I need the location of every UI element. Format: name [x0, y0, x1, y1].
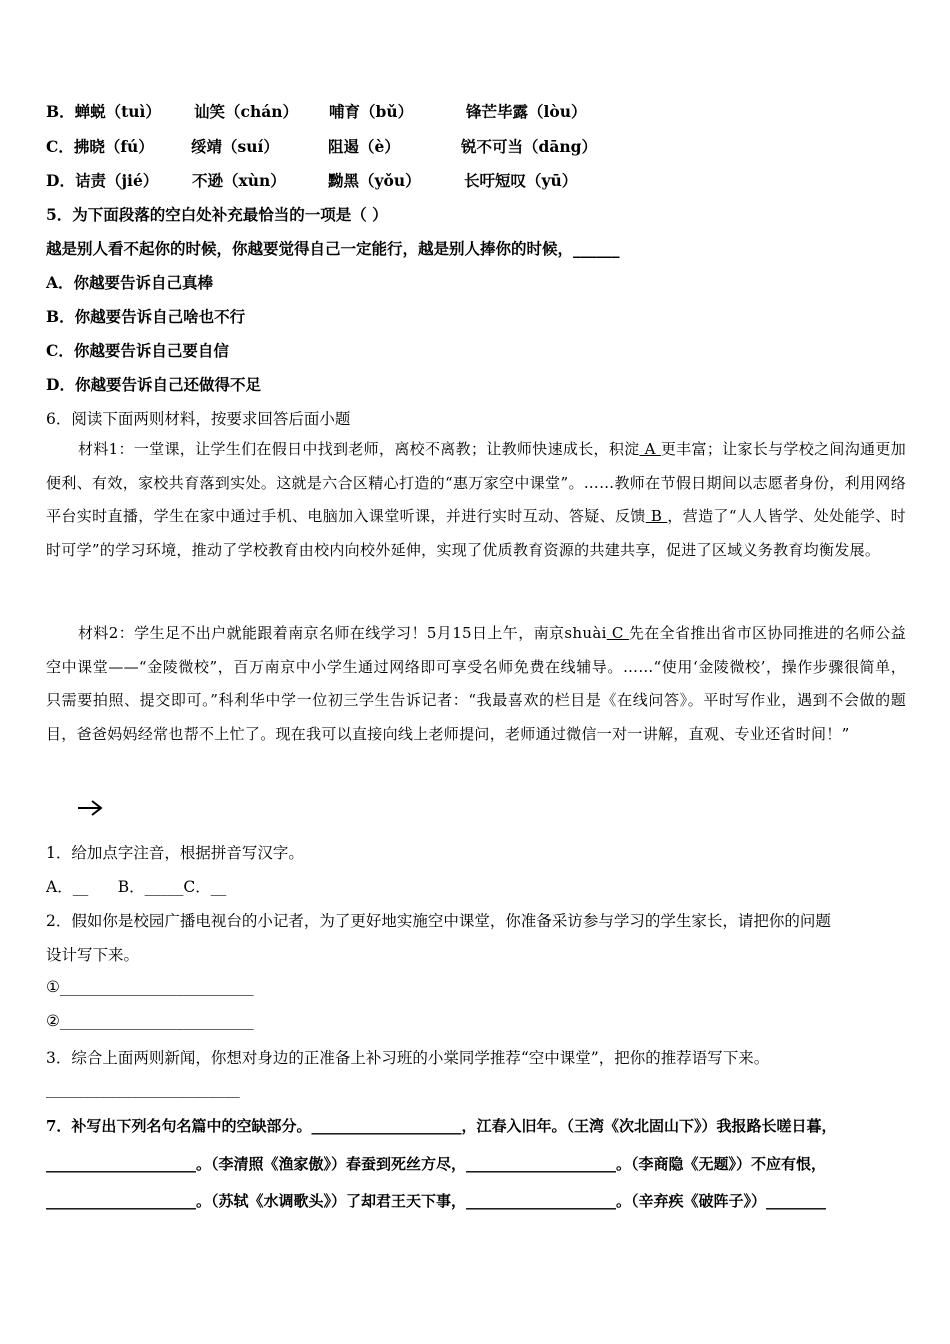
q6-sub2-answer-2: ②_________________________	[46, 1012, 254, 1030]
q5-option-a: A．你越要告诉自己真棒	[46, 273, 214, 292]
q6-sub2-line2: 设计写下来。	[46, 946, 140, 964]
q5-option-c: C．你越要告诉自己要自信	[46, 341, 229, 360]
q5-option-d: D．你越要告诉自己还做得不足	[46, 375, 261, 394]
q6-sub1-answer: A．__ B．_____C．__	[46, 878, 227, 896]
q6-sub3: 3．综合上面两则新闻，你想对身边的正准备上补习班的小棠同学推荐“空中课堂”，把你的推荐语写下来。	[46, 1049, 770, 1067]
q4-c-1: C．拂晓（fú）	[46, 137, 154, 156]
q4-b-4: 锋芒毕露（lòu）	[466, 102, 587, 121]
q5-stem: 5．为下面段落的空白处补充最恰当的一项是（ ）	[46, 205, 388, 224]
q4-option-d	[46, 169, 577, 191]
q4-d-4: 长吁短叹（yū）	[464, 171, 578, 190]
q6-blank-c: C	[606, 624, 629, 642]
q4-c-2: 绥靖（suí）	[191, 137, 279, 156]
q6-sub2-answer-1: ①_________________________	[46, 978, 254, 996]
q7-line2: ____________________。（李清照《渔家傲》）春蚕到死丝方尽，____________________。（李商隐《无题》）不应有恨，	[46, 1155, 827, 1173]
q4-c-4: 锐不可当（dāng）	[461, 137, 597, 156]
q6-m1-part1: 材料1：一堂课，让学生们在假日中找到老师，离校不离教；让教师快速成长，积淀	[78, 440, 640, 458]
q4-d-1: D．诘责（jié）	[46, 171, 159, 190]
q7-line3: ____________________。（苏轼《水调歌头》）了却君王天下事，____________________。（辛弃疾《破阵子》）________	[46, 1192, 827, 1210]
q6-material-1	[46, 433, 906, 567]
q6-stem: 6．阅读下面两则材料，按要求回答后面小题	[46, 410, 351, 428]
q6-material-2	[46, 617, 906, 751]
q4-d-2: 不逊（xùn）	[192, 171, 286, 190]
q5-passage: 越是别人看不起你的时候，你越要觉得自己一定能行，越是别人捧你的时候，______	[46, 239, 620, 258]
q6-sub2-line1: 2．假如你是校园广播电视台的小记者，为了更好地实施空中课堂，你准备采访参与学习的学生家长，请把你的问题	[46, 912, 831, 930]
arrow-right-icon	[76, 798, 106, 818]
q6-m2-part2: 先在全省推出省市区协同推进的名师公益空中课堂——“金陵微校”，百万南京中小学生通过网络即可享受名师免费在线辅导。……“使用‘金陵微校’，操作步骤很简单，只需要拍照、提交即可。”科利华中学一位初三学生告诉记者：“我最喜欢的栏目是《在线问答》。平时写作业，遇到不会做的题目，爸爸妈妈经常也帮不上忙了。现在我可以直接向线上老师提问，老师通过微信一对一讲解，直观、专业还省时间！”	[46, 624, 906, 743]
q4-c-3: 阻遏（è）	[328, 137, 400, 156]
q6-sub1: 1．给加点字注音，根据拼音写汉字。	[46, 844, 304, 862]
q4-option-b	[46, 100, 587, 122]
q6-sub3-answer: _________________________	[46, 1080, 240, 1098]
q6-blank-b: B	[645, 507, 668, 526]
q4-d-3: 黝黑（yǒu）	[328, 171, 421, 190]
q6-m2-part1: 材料2：学生足不出户就能跟着南京名师在线学习！5月15日上午，南京shuài	[78, 624, 607, 642]
q4-b-1: B．蝉蜕（tuì）	[46, 102, 161, 121]
q7-line1: 7．补写出下列名句名篇中的空缺部分。____________________，江春入旧年。（王湾《次北固山下》）我报路长嗟日暮，	[46, 1117, 837, 1135]
q6-m1-part2: 更丰富；让家长与学校之间沟通更加便利、有效，家校共育落到实处。这就是六合区精心打造的“惠万家空中课堂”。……教师在节假日期间以志愿者身份，利用网络平台实时直播，学生在家中通过手机、电脑加入课堂听课，并进行实时互动、答疑、反馈	[46, 440, 906, 526]
q4-b-3: 哺育（bǔ）	[329, 102, 414, 121]
q5-option-b: B．你越要告诉自己啥也不行	[46, 307, 246, 326]
q4-option-c	[46, 135, 597, 157]
q4-b-2: 讪笑（chán）	[194, 102, 299, 121]
q6-m1-part3: ，营造了“人人皆学、处处能学、时时可学”的学习环境，推动了学校教育由校内向校外延伸，实现了优质教育资源的共建共享，促进了区域义务教育均衡发展。	[46, 507, 906, 559]
q6-blank-a: A	[639, 440, 661, 458]
